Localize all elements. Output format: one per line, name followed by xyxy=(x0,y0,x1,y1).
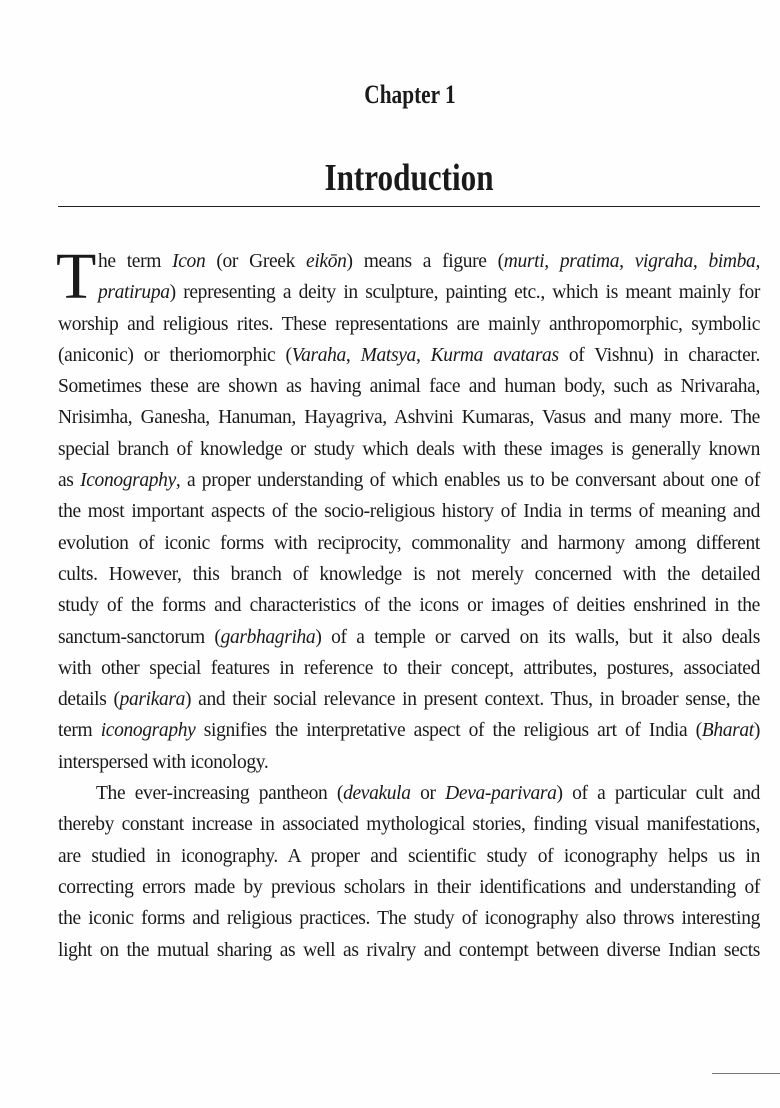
text-line xyxy=(58,590,760,621)
text-span: term xyxy=(58,720,101,742)
text-line xyxy=(58,465,760,496)
text-span: special branch of knowledge or study which deals with these images is generally known xyxy=(58,438,760,460)
text-span: , a proper understanding of which enables us to be conversant about one of xyxy=(175,470,760,492)
chapter-title: Introduction xyxy=(324,157,494,199)
title-rule xyxy=(58,206,760,207)
text-line xyxy=(58,747,760,778)
text-line xyxy=(58,371,760,402)
text-line xyxy=(58,528,760,559)
text-span: (aniconic) or theriomorphic ( xyxy=(58,344,292,366)
text-span: (or Greek xyxy=(205,251,307,272)
text-line xyxy=(58,903,760,934)
italic-term: iconography xyxy=(100,720,196,742)
text-line xyxy=(58,246,760,277)
italic-term: parikara xyxy=(119,689,186,711)
text-span: as xyxy=(58,470,81,492)
italic-term: Icon xyxy=(172,251,206,272)
italic-term: Matsya xyxy=(360,344,416,366)
text-span: cults. However, this branch of knowledge is not merely concerned with the detailed xyxy=(58,563,760,585)
italic-term: pratirupa xyxy=(98,282,170,304)
text-span: details ( xyxy=(58,689,120,711)
chapter-label: Chapter 1 xyxy=(364,80,456,109)
drop-cap: T xyxy=(56,240,97,313)
text-span: study of the forms and characteristics of the icons or images of deities enshrined in the xyxy=(58,595,760,617)
text-span: the most important aspects of the socio-religious history of India in terms of meaning and xyxy=(58,501,760,523)
italic-term: Iconography xyxy=(80,470,176,492)
text-span: with other special features in reference to their concept, attributes, postures, associated xyxy=(58,657,760,679)
text-span: ) of a temple or carved on its walls, but it also deals xyxy=(315,626,760,648)
text-span: Sometimes these are shown as having animal face and human body, such as Nrivaraha, xyxy=(58,376,760,398)
text-span: are studied in iconography. A proper and scientific study of iconography helps us in xyxy=(58,845,760,867)
text-span: ) representing a deity in sculpture, painting etc., which is meant mainly for xyxy=(169,282,760,304)
text-span: he term xyxy=(98,251,173,272)
text-span: ) and their social relevance in present context. Thus, in broader sense, the xyxy=(185,689,760,711)
text-span: , xyxy=(345,344,361,366)
text-span: Nrisimha, Ganesha, Hanuman, Hayagriva, Ashvini Kumaras, Vasus and many more. The xyxy=(58,407,760,429)
corner-rule xyxy=(712,1073,780,1074)
text-line xyxy=(58,402,760,433)
text-line xyxy=(58,434,760,465)
text-line xyxy=(58,778,760,809)
text-line xyxy=(58,559,760,590)
text-span: ) of a particular cult and xyxy=(556,783,761,805)
text-span: light on the mutual sharing as well as rivalry and contempt between diverse Indian sects xyxy=(58,939,760,961)
text-line xyxy=(58,935,760,966)
italic-term: Kurma avataras xyxy=(430,344,559,366)
text-line xyxy=(58,277,760,308)
text-span: The ever-increasing pantheon ( xyxy=(96,783,344,805)
text-line xyxy=(58,309,760,340)
text-span: signifies the interpretative aspect of the religious art of India ( xyxy=(195,720,702,742)
text-line xyxy=(58,340,760,371)
italic-term: garbhagriha xyxy=(220,626,316,648)
text-line xyxy=(58,809,760,840)
text-span: interspersed with iconology. xyxy=(58,751,269,773)
text-span: sanctum-sanctorum ( xyxy=(58,626,221,648)
italic-term: Deva-parivara xyxy=(445,783,557,805)
italic-term: Varaha xyxy=(291,344,346,366)
text-line xyxy=(58,653,760,684)
text-line xyxy=(58,684,760,715)
text-line xyxy=(58,841,760,872)
italic-term: Bharat xyxy=(701,720,754,742)
italic-term: murti, pratima, vigraha, bimba, xyxy=(503,251,760,272)
text-line xyxy=(58,715,760,746)
text-span: worship and religious rites. These representations are mainly anthropomorphic, symbolic xyxy=(58,313,760,335)
paragraph xyxy=(56,240,760,778)
text-span: evolution of iconic forms with reciprocity, commonality and harmony among different xyxy=(58,532,760,554)
italic-term: devakula xyxy=(343,783,411,805)
text-line xyxy=(58,872,760,903)
text-line xyxy=(58,496,760,527)
paragraph xyxy=(58,778,760,966)
text-span: of Vishnu) in character. xyxy=(558,344,760,366)
text-span: the iconic forms and religious practices. The study of iconography also throws interesting xyxy=(58,908,760,930)
text-span: ) means a figure ( xyxy=(346,251,504,272)
body-text xyxy=(56,240,761,966)
text-span: or xyxy=(410,783,446,805)
text-line xyxy=(58,622,760,653)
text-span: ) xyxy=(753,720,760,742)
text-span: thereby constant increase in associated mythological stories, finding visual manifestations, xyxy=(58,814,760,836)
italic-term: eikōn xyxy=(306,251,347,272)
text-span: , xyxy=(415,344,431,366)
text-span: correcting errors made by previous scholars in their identifications and understanding of xyxy=(58,876,760,898)
